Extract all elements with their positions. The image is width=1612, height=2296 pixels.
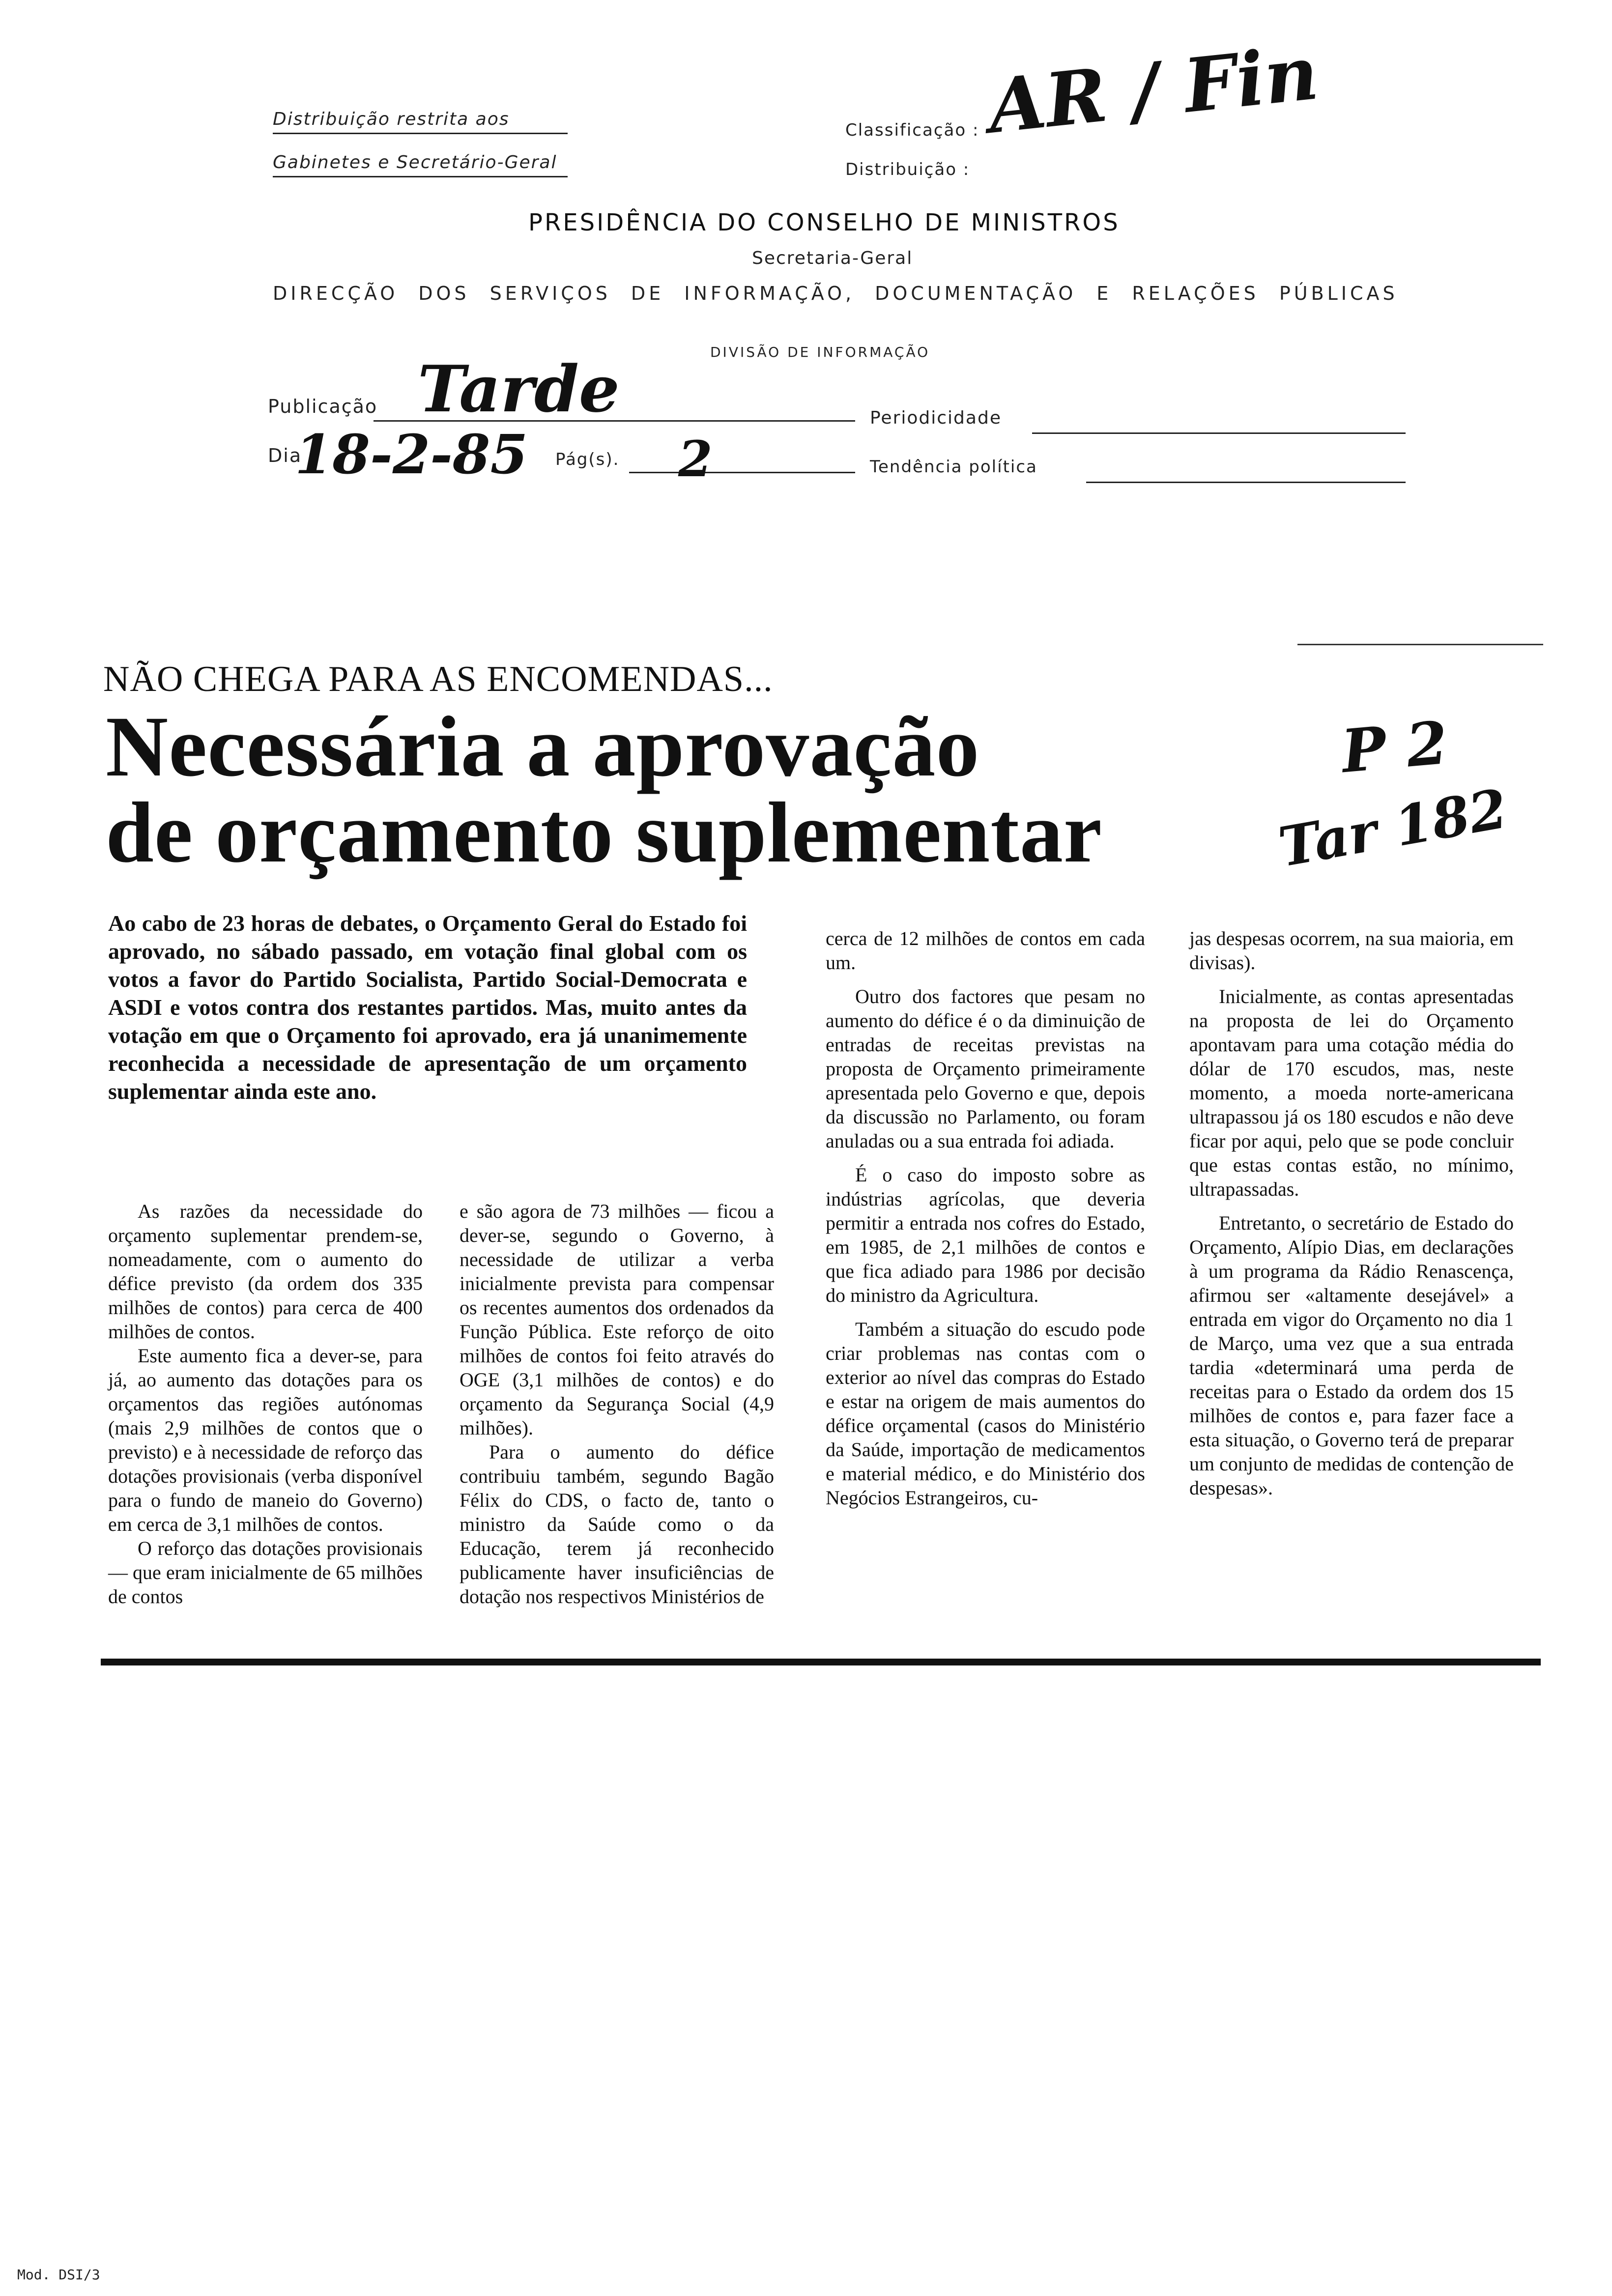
article-column-4 <box>1189 926 1514 1500</box>
divider <box>273 176 568 177</box>
divider <box>273 133 568 134</box>
periodicity-line <box>1032 432 1406 434</box>
paragraph: Este aumento fica a dever-se, para já, ao aumento das dotações para os orçamentos das regiões autónomas (mais 2,9 milhões de contos que o previsto) e à necessidade de reforço das dotações provisionais (verba disponível para o fundo de maneio do Governo) em cerca de 3,1 milhões de contos. <box>108 1345 423 1535</box>
paragraph: Também a situação do escudo pode criar problemas nas contas com o exterior ao nível das compras do Estado e estar na origem de mais aumentos do défice orçamental (casos do Ministério da Saúde, importação de medicamentos e material médico, e do Ministério dos Negócios Estrangeiros, cu- <box>826 1318 1145 1509</box>
article-column-2 <box>460 1199 774 1608</box>
periodicity-label: Periodicidade <box>870 408 1002 428</box>
paragraph: Outro dos factores que pesam no aumento do défice é o da diminuição de entradas de receitas previstas na proposta de Orçamento primeiramente apresentada pelo Governo e que, depois da discussão no Parlamento, ou foram anuladas ou a sua entrada foi adiada. <box>826 985 1145 1152</box>
paragraph: jas despesas ocorrem, na sua maioria, em divisas). <box>1189 927 1514 974</box>
org-title: PRESIDÊNCIA DO CONSELHO DE MINISTROS <box>528 209 1120 236</box>
paragraph: É o caso do imposto sobre as indústrias agrícolas, que deveria permitir a entrada nos cofres do Estado, em 1985, de 2,1 milhões de contos e que fica adiado para 1986 por decisão do ministro da Agricultura. <box>826 1164 1145 1306</box>
day-handwritten-value: 18-2-85 <box>295 423 528 486</box>
pages-handwritten-value: 2 <box>678 430 713 488</box>
pages-label: Pág(s). <box>555 450 620 469</box>
form-code: Mod. DSI/3 <box>17 2267 100 2283</box>
article-column-3 <box>826 926 1145 1510</box>
directorate: DIRECÇÃO DOS SERVIÇOS DE INFORMAÇÃO, DOCUMENTAÇÃO E RELAÇÕES PÚBLICAS <box>273 283 1398 304</box>
paragraph: cerca de 12 milhões de contos em cada um. <box>826 927 1145 974</box>
lead-paragraph: Ao cabo de 23 horas de debates, o Orçamento Geral do Estado foi aprovado, no sábado passado, em votação final global com os votos a favor do Partido Socialista, Partido Social-Democrata e ASDI e votos contra dos restantes partidos. Mas, muito antes da votação em que o Orçamento foi aprovado, era já unanimemente reconhecida a necessidade de apresentação de um orçamento suplementar ainda este ano. <box>108 911 747 1104</box>
article-column-1 <box>108 1199 423 1608</box>
classification-label: Classificação : <box>845 120 979 140</box>
political-tendency-label: Tendência política <box>870 457 1037 477</box>
handwritten-annotation-right-1: P 2 <box>1339 708 1451 787</box>
publication-label: Publicação <box>268 396 378 417</box>
paragraph: As razões da necessidade do orçamento suplementar prendem-se, nomeadamente, com o aumento do défice previsto (da ordem dos 335 milhões de contos) para cerca de 400 milhões de contos. <box>108 1200 423 1343</box>
paragraph: e são agora de 73 milhões — ficou a dever-se, segundo o Governo, à necessidade de utilizar a verba inicialmente prevista para compensar os recentes aumentos dos ordenados da Função Pública. Este reforço de oito milhões de contos foi feito através do OGE (3,1 milhões de contos) e do orçamento da Segurança Social (4,9 milhões). <box>460 1200 774 1439</box>
handwritten-annotation-right-2: Tar 182 <box>1274 776 1512 879</box>
distribution-restricted-line1: Distribuição restrita aos <box>273 109 510 129</box>
org-subtitle: Secretaria-Geral <box>752 248 913 268</box>
paragraph: Entretanto, o secretário de Estado do Orçamento, Alípio Dias, em declarações à um programa da Rádio Renascença, afirmou ser «altamente desejável» a entrada em vigor do Orçamento no dia 1 de Março, uma vez que a sua entrada tardia «determinará uma perda de receitas para o Estado da ordem dos 15 milhões de contos e, para fazer face a esta situação, o Governo terá de preparar um conjunto de medidas de contenção de despesas». <box>1189 1212 1514 1499</box>
publication-handwritten-value: Tarde <box>418 351 620 427</box>
article-headline-line2: de orçamento suplementar <box>106 785 1103 881</box>
paragraph: Inicialmente, as contas apresentadas na proposta de lei do Orçamento apontavam para uma cotação média do dólar de 170 escudos, mas, neste momento, a moeda norte-americana ultrapassou já os 180 escudos e não deve ficar por aqui, pelo que se pode concluir que estas contas estão, no mínimo, ultrapassadas. <box>1189 985 1514 1200</box>
political-tendency-line <box>1086 482 1406 483</box>
pages-line <box>629 472 855 473</box>
divider <box>1297 644 1543 645</box>
division: DIVISÃO DE INFORMAÇÃO <box>710 344 930 360</box>
paragraph: O reforço das dotações provisionais — que eram inicialmente de 65 milhões de contos <box>108 1537 423 1607</box>
distribution-label: Distribuição : <box>845 160 970 179</box>
paragraph: Para o aumento do défice contribuiu também, segundo Bagão Félix do CDS, o facto de, tanto o ministro da Saúde como o da Educação, terem já reconhecido publicamente haver insuficiências de dotação nos respectivos Ministérios de <box>460 1441 774 1607</box>
article-bottom-rule <box>101 1659 1541 1665</box>
article-kicker: NÃO CHEGA PARA AS ENCOMENDAS... <box>103 659 773 699</box>
distribution-restricted-line2: Gabinetes e Secretário-Geral <box>273 152 557 172</box>
handwritten-annotation-top-right: AR / Fin <box>984 29 1323 150</box>
article-headline-line1: Necessária a aprovação <box>106 699 980 795</box>
day-label: Dia <box>268 445 302 466</box>
article-lead <box>108 909 747 1105</box>
